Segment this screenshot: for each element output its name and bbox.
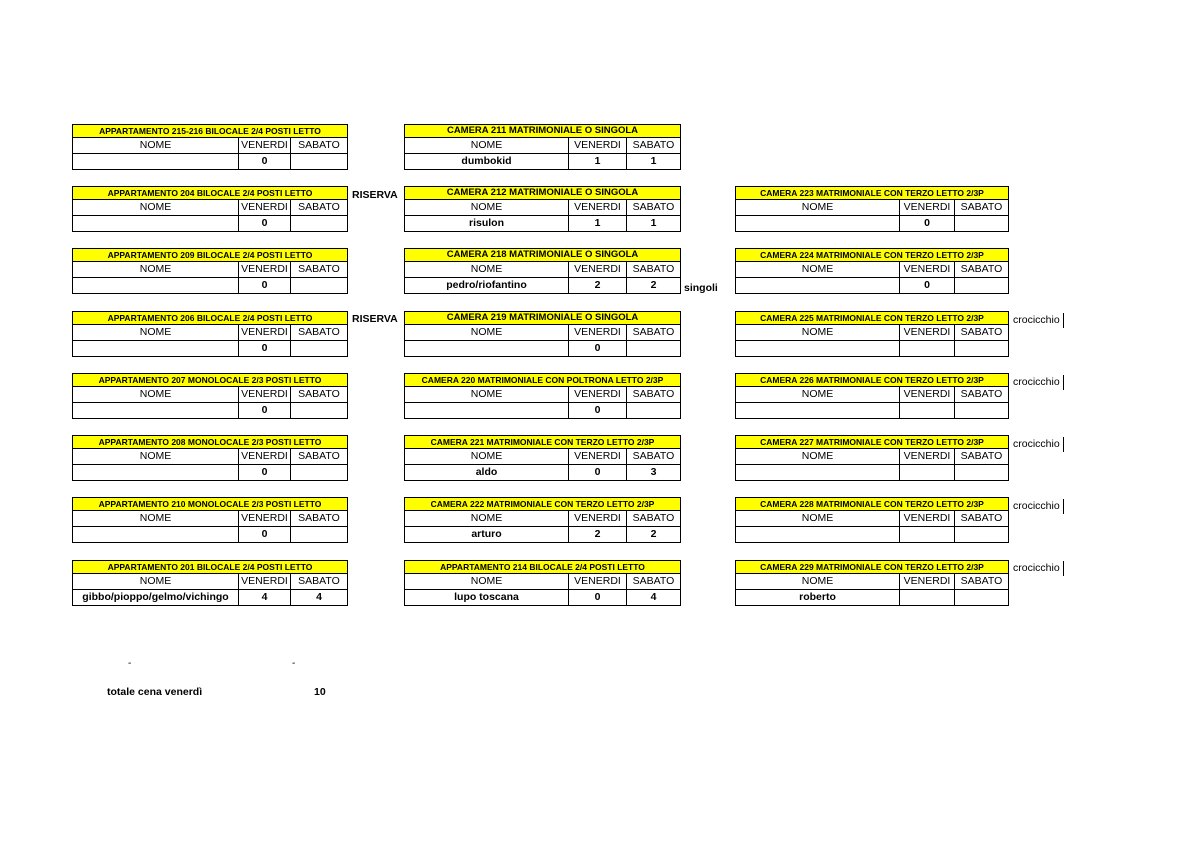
nome-header: NOME [404, 573, 569, 590]
room-title: APPARTAMENTO 201 BILOCALE 2/4 POSTI LETTO [72, 560, 348, 574]
nome-header: NOME [72, 573, 239, 590]
venerdi-count-cell[interactable]: 0 [568, 402, 627, 419]
guest-name-cell[interactable]: roberto [735, 589, 900, 606]
sabato-header: SABATO [626, 448, 681, 465]
venerdi-count-cell[interactable]: 0 [238, 526, 291, 543]
sabato-count-cell[interactable] [954, 589, 1009, 606]
venerdi-header: VENERDI [568, 510, 627, 527]
venerdi-count-cell[interactable] [899, 402, 955, 419]
venerdi-header: VENERDI [899, 573, 955, 590]
venerdi-count-cell[interactable] [899, 526, 955, 543]
room-table [72, 373, 348, 420]
sabato-header: SABATO [626, 386, 681, 403]
venerdi-header: VENERDI [899, 448, 955, 465]
sabato-count-cell[interactable]: 4 [290, 589, 348, 606]
sabato-header: SABATO [290, 573, 348, 590]
nome-header: NOME [72, 199, 239, 216]
guest-name-cell[interactable] [72, 215, 239, 232]
venerdi-count-cell[interactable]: 4 [238, 589, 291, 606]
sabato-count-cell[interactable] [290, 340, 348, 357]
room-table [735, 560, 1009, 607]
sabato-count-cell[interactable]: 1 [626, 153, 681, 170]
room-table [735, 373, 1009, 420]
venerdi-header: VENERDI [568, 386, 627, 403]
venerdi-count-cell[interactable] [899, 589, 955, 606]
sabato-header: SABATO [954, 448, 1009, 465]
sabato-header: SABATO [626, 324, 681, 341]
room-table [735, 497, 1009, 544]
venerdi-header: VENERDI [238, 448, 291, 465]
cell-cursor [1063, 313, 1064, 328]
room-table [72, 124, 348, 171]
room-table [404, 311, 681, 358]
room-table [72, 435, 348, 482]
room-title: APPARTAMENTO 209 BILOCALE 2/4 POSTI LETTO [72, 248, 348, 262]
sabato-header: SABATO [954, 573, 1009, 590]
guest-name-cell[interactable] [735, 464, 900, 481]
nome-header: NOME [735, 386, 900, 403]
venerdi-header: VENERDI [899, 510, 955, 527]
venerdi-header: VENERDI [899, 324, 955, 341]
room-title: CAMERA 218 MATRIMONIALE O SINGOLA [404, 248, 681, 262]
sabato-header: SABATO [290, 324, 348, 341]
room-title: CAMERA 222 MATRIMONIALE CON TERZO LETTO 2/3P [404, 497, 681, 511]
room-table [404, 248, 681, 295]
sabato-header: SABATO [290, 261, 348, 278]
venerdi-header: VENERDI [238, 324, 291, 341]
nome-header: NOME [735, 199, 900, 216]
venerdi-count-cell[interactable]: 0 [238, 340, 291, 357]
room-table [72, 497, 348, 544]
guest-name-cell[interactable]: dumbokid [404, 153, 569, 170]
room-table [72, 248, 348, 295]
venerdi-count-cell[interactable] [899, 340, 955, 357]
venerdi-header: VENERDI [568, 199, 627, 216]
guest-name-cell[interactable] [72, 402, 239, 419]
sabato-count-cell[interactable] [954, 340, 1009, 357]
sabato-count-cell[interactable] [954, 402, 1009, 419]
venerdi-header: VENERDI [568, 448, 627, 465]
sabato-header: SABATO [626, 261, 681, 278]
sabato-header: SABATO [290, 510, 348, 527]
sabato-count-cell[interactable]: 2 [626, 526, 681, 543]
guest-name-cell[interactable] [404, 402, 569, 419]
sabato-header: SABATO [290, 199, 348, 216]
guest-name-cell[interactable] [735, 526, 900, 543]
singoli-note: singoli [684, 282, 718, 294]
venerdi-count-cell[interactable]: 0 [568, 464, 627, 481]
venerdi-count-cell[interactable]: 1 [568, 153, 627, 170]
nome-header: NOME [72, 324, 239, 341]
venerdi-count-cell[interactable]: 0 [899, 215, 955, 232]
room-title: APPARTAMENTO 208 MONOLOCALE 2/3 POSTI LETTO [72, 435, 348, 449]
room-table [404, 560, 681, 607]
riserva-note: RISERVA [352, 313, 398, 325]
riserva-note: RISERVA [352, 189, 398, 201]
room-title: CAMERA 211 MATRIMONIALE O SINGOLA [404, 124, 681, 138]
venerdi-count-cell[interactable]: 0 [568, 589, 627, 606]
room-title: CAMERA 220 MATRIMONIALE CON POLTRONA LETTO 2/3P [404, 373, 681, 387]
nome-header: NOME [404, 510, 569, 527]
venerdi-count-cell[interactable]: 2 [568, 526, 627, 543]
venerdi-header: VENERDI [238, 573, 291, 590]
venerdi-header: VENERDI [899, 261, 955, 278]
sabato-header: SABATO [626, 137, 681, 154]
cell-cursor [1063, 375, 1064, 390]
guest-name-cell[interactable] [72, 277, 239, 294]
room-table [735, 248, 1009, 295]
guest-name-cell[interactable] [735, 340, 900, 357]
room-title: CAMERA 223 MATRIMONIALE CON TERZO LETTO 2/3P [735, 186, 1009, 200]
crocicchio-note: crocicchio [1013, 376, 1060, 388]
venerdi-header: VENERDI [899, 199, 955, 216]
sabato-count-cell[interactable]: 1 [626, 215, 681, 232]
crocicchio-note: crocicchio [1013, 314, 1060, 326]
room-table [72, 560, 348, 607]
sabato-header: SABATO [626, 510, 681, 527]
room-title: CAMERA 221 MATRIMONIALE CON TERZO LETTO 2/3P [404, 435, 681, 449]
guest-name-cell[interactable]: pedro/riofantino [404, 277, 569, 294]
venerdi-count-cell[interactable]: 0 [568, 340, 627, 357]
guest-name-cell[interactable] [404, 340, 569, 357]
sabato-count-cell[interactable]: 2 [626, 277, 681, 294]
room-table [72, 186, 348, 233]
room-title: CAMERA 224 MATRIMONIALE CON TERZO LETTO 2/3P [735, 248, 1009, 262]
sabato-count-cell[interactable]: 3 [626, 464, 681, 481]
room-title: APPARTAMENTO 204 BILOCALE 2/4 POSTI LETTO [72, 186, 348, 200]
cell-cursor [1063, 437, 1064, 452]
room-title: CAMERA 228 MATRIMONIALE CON TERZO LETTO 2/3P [735, 497, 1009, 511]
sabato-count-cell[interactable]: 4 [626, 589, 681, 606]
room-title: APPARTAMENTO 207 MONOLOCALE 2/3 POSTI LETTO [72, 373, 348, 387]
total-value: 10 [314, 686, 326, 698]
guest-name-cell[interactable]: aldo [404, 464, 569, 481]
guest-name-cell[interactable] [72, 340, 239, 357]
guest-name-cell[interactable]: gibbo/pioppo/gelmo/vichingo [72, 589, 239, 606]
sabato-header: SABATO [626, 573, 681, 590]
guest-name-cell[interactable]: arturo [404, 526, 569, 543]
sabato-count-cell[interactable] [626, 402, 681, 419]
venerdi-header: VENERDI [238, 199, 291, 216]
room-title: CAMERA 227 MATRIMONIALE CON TERZO LETTO 2/3P [735, 435, 1009, 449]
room-title: APPARTAMENTO 210 MONOLOCALE 2/3 POSTI LETTO [72, 497, 348, 511]
nome-header: NOME [72, 386, 239, 403]
crocicchio-note: crocicchio [1013, 500, 1060, 512]
sabato-header: SABATO [954, 510, 1009, 527]
sabato-header: SABATO [954, 386, 1009, 403]
nome-header: NOME [404, 199, 569, 216]
venerdi-header: VENERDI [899, 386, 955, 403]
sabato-header: SABATO [290, 137, 348, 154]
sabato-header: SABATO [954, 324, 1009, 341]
nome-header: NOME [404, 386, 569, 403]
venerdi-count-cell[interactable] [899, 464, 955, 481]
nome-header: NOME [404, 324, 569, 341]
sabato-count-cell[interactable] [290, 526, 348, 543]
room-table [404, 497, 681, 544]
venerdi-count-cell[interactable]: 0 [899, 277, 955, 294]
room-table [735, 435, 1009, 482]
guest-name-cell[interactable]: risulon [404, 215, 569, 232]
guest-name-cell[interactable] [735, 402, 900, 419]
sabato-header: SABATO [290, 448, 348, 465]
crocicchio-note: crocicchio [1013, 438, 1060, 450]
sabato-count-cell[interactable] [290, 402, 348, 419]
nome-header: NOME [735, 261, 900, 278]
nome-header: NOME [404, 137, 569, 154]
venerdi-count-cell[interactable]: 0 [238, 402, 291, 419]
room-title: CAMERA 226 MATRIMONIALE CON TERZO LETTO 2/3P [735, 373, 1009, 387]
sabato-header: SABATO [290, 386, 348, 403]
total-label: totale cena venerdì [107, 686, 203, 698]
venerdi-header: VENERDI [568, 324, 627, 341]
dash-mark: - [128, 658, 132, 669]
sabato-count-cell[interactable] [626, 340, 681, 357]
sabato-header: SABATO [954, 261, 1009, 278]
sabato-count-cell[interactable] [954, 277, 1009, 294]
sabato-count-cell[interactable] [290, 277, 348, 294]
guest-name-cell[interactable]: lupo toscana [404, 589, 569, 606]
room-title: CAMERA 225 MATRIMONIALE CON TERZO LETTO 2/3P [735, 311, 1009, 325]
venerdi-header: VENERDI [568, 137, 627, 154]
venerdi-header: VENERDI [238, 261, 291, 278]
room-table [404, 186, 681, 233]
venerdi-count-cell[interactable]: 0 [238, 153, 291, 170]
guest-name-cell[interactable] [72, 153, 239, 170]
venerdi-header: VENERDI [238, 137, 291, 154]
room-table [735, 186, 1009, 233]
venerdi-header: VENERDI [568, 573, 627, 590]
nome-header: NOME [404, 261, 569, 278]
venerdi-header: VENERDI [568, 261, 627, 278]
sabato-header: SABATO [954, 199, 1009, 216]
room-title: CAMERA 229 MATRIMONIALE CON TERZO LETTO 2/3P [735, 560, 1009, 574]
sabato-count-cell[interactable] [954, 526, 1009, 543]
crocicchio-note: crocicchio [1013, 562, 1060, 574]
room-table [404, 124, 681, 171]
nome-header: NOME [735, 324, 900, 341]
venerdi-header: VENERDI [238, 510, 291, 527]
nome-header: NOME [735, 573, 900, 590]
venerdi-header: VENERDI [238, 386, 291, 403]
nome-header: NOME [735, 448, 900, 465]
nome-header: NOME [72, 448, 239, 465]
nome-header: NOME [72, 510, 239, 527]
sabato-count-cell[interactable] [290, 464, 348, 481]
room-table [404, 373, 681, 420]
sabato-count-cell[interactable] [954, 464, 1009, 481]
nome-header: NOME [72, 137, 239, 154]
venerdi-count-cell[interactable]: 0 [238, 215, 291, 232]
room-title: CAMERA 212 MATRIMONIALE O SINGOLA [404, 186, 681, 200]
room-title: CAMERA 219 MATRIMONIALE O SINGOLA [404, 311, 681, 325]
nome-header: NOME [735, 510, 900, 527]
room-table [72, 311, 348, 358]
sabato-count-cell[interactable] [954, 215, 1009, 232]
room-title: APPARTAMENTO 206 BILOCALE 2/4 POSTI LETTO [72, 311, 348, 325]
guest-name-cell[interactable] [735, 277, 900, 294]
room-table [404, 435, 681, 482]
sabato-count-cell[interactable] [290, 153, 348, 170]
venerdi-count-cell[interactable]: 0 [238, 277, 291, 294]
sabato-header: SABATO [626, 199, 681, 216]
cell-cursor [1063, 561, 1064, 576]
guest-name-cell[interactable] [735, 215, 900, 232]
room-title: APPARTAMENTO 214 BILOCALE 2/4 POSTI LETTO [404, 560, 681, 574]
room-title: APPARTAMENTO 215-216 BILOCALE 2/4 POSTI LETTO [72, 124, 348, 138]
nome-header: NOME [404, 448, 569, 465]
venerdi-count-cell[interactable]: 2 [568, 277, 627, 294]
room-table [735, 311, 1009, 358]
sabato-count-cell[interactable] [290, 215, 348, 232]
guest-name-cell[interactable] [72, 464, 239, 481]
nome-header: NOME [72, 261, 239, 278]
guest-name-cell[interactable] [72, 526, 239, 543]
cell-cursor [1063, 499, 1064, 514]
dash-mark: - [292, 658, 296, 669]
venerdi-count-cell[interactable]: 0 [238, 464, 291, 481]
venerdi-count-cell[interactable]: 1 [568, 215, 627, 232]
